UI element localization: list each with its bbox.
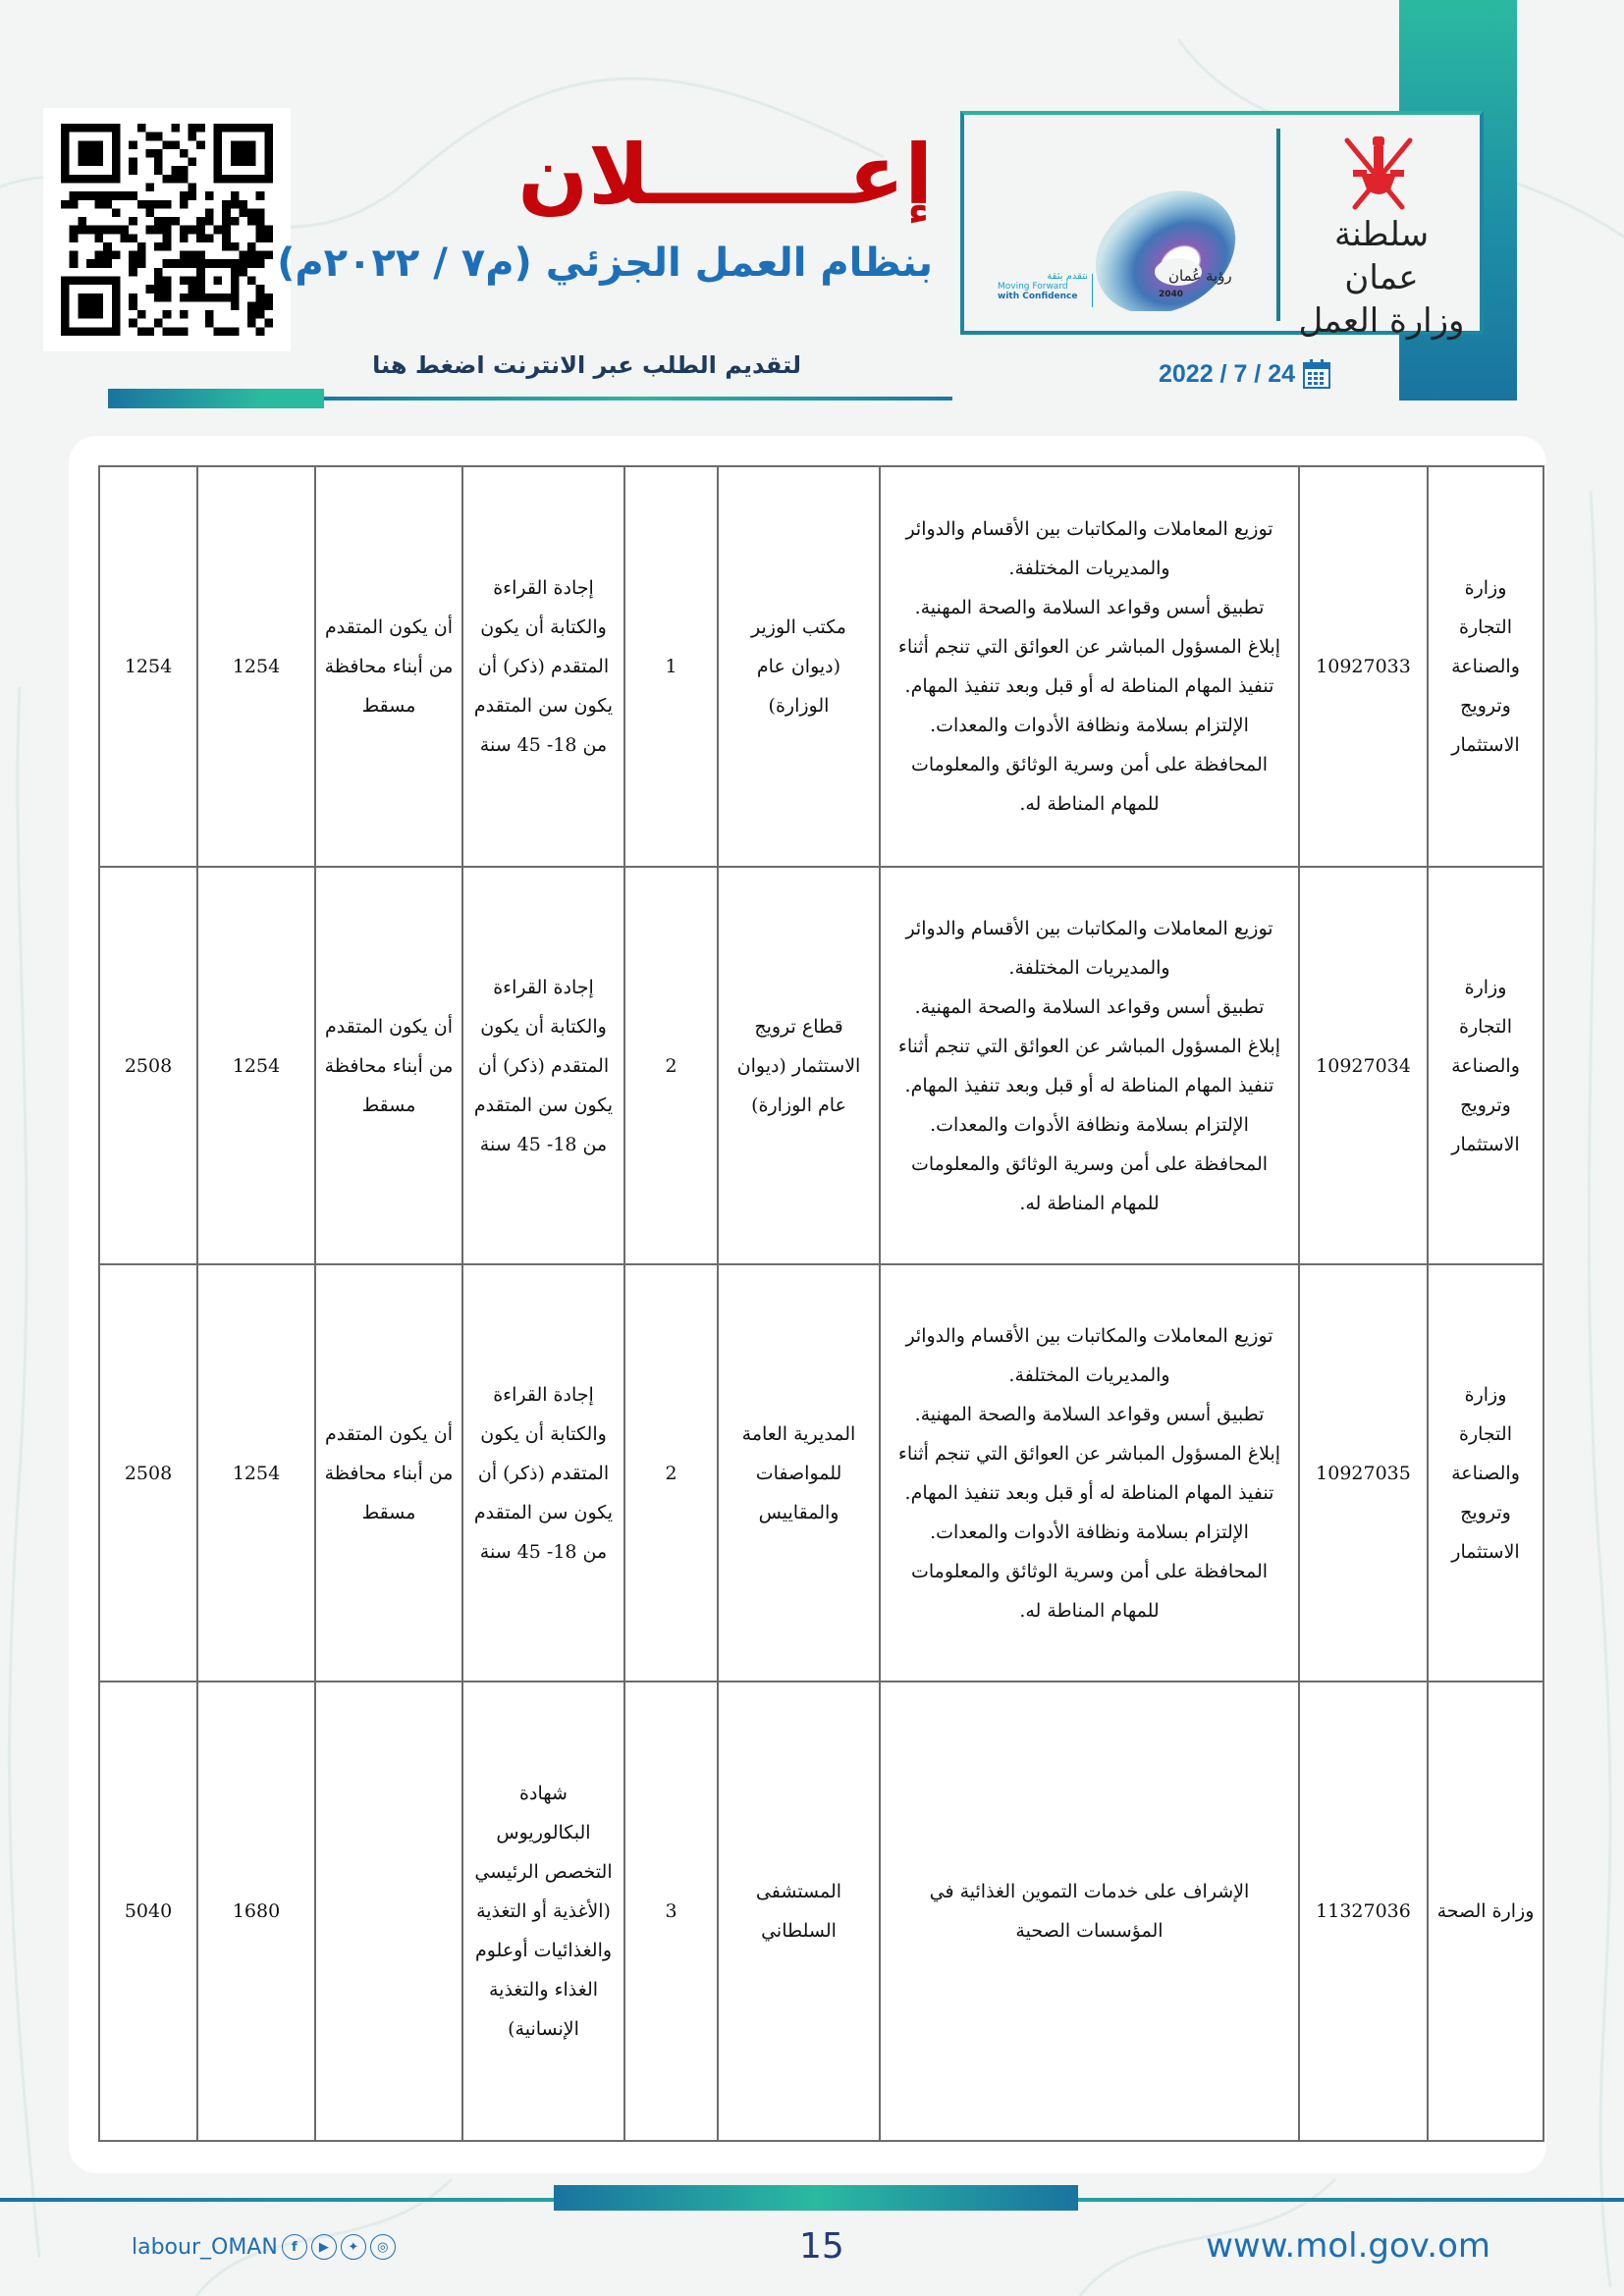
header-accent-block <box>108 389 324 408</box>
department-cell: مكتب الوزير (ديوان عام الوزارة) <box>718 466 880 867</box>
ministry-cell: وزارة التجارة والصناعة وترويج الاستثمار <box>1428 867 1543 1264</box>
ministry-cell: وزارة التجارة والصناعة وترويج الاستثمار <box>1428 466 1543 867</box>
total-cell: 2508 <box>99 1264 197 1682</box>
governorate-cell: أن يكون المتقدم من أبناء محافظة مسقط <box>315 466 462 867</box>
calendar-icon <box>1303 359 1330 389</box>
vision-year-label: 2040 <box>1159 290 1184 299</box>
facebook-icon[interactable]: f <box>282 2234 307 2260</box>
department-cell: قطاع ترويج الاستثمار (ديوان عام الوزارة) <box>718 867 880 1264</box>
qr-code[interactable] <box>43 108 291 351</box>
count-cell: 2 <box>624 867 718 1264</box>
description-line: تطبيق أسس وقواعد السلامة والصحة المهنية. <box>914 995 1265 1018</box>
job-code-cell: 11327036 <box>1299 1682 1428 2141</box>
description-line: الإشراف على خدمات التموين الغذائية في المؤسسات الصحية <box>929 1881 1250 1942</box>
description-line: تطبيق أسس وقواعد السلامة والصحة المهنية. <box>914 597 1265 618</box>
announcement-title: إعـــــــلان <box>517 127 933 223</box>
social-handle[interactable]: labour_OMAN <box>132 2234 278 2260</box>
description-cell <box>880 466 1299 867</box>
description-line: إبلاغ المسؤول المباشر عن العوائق التي تنجم أثناء تنفيذ المهام المناطة له أو قبل وبعد تنفيذ المهام. <box>897 1442 1281 1504</box>
wage-cell: 1680 <box>197 1682 315 2141</box>
apply-online-link[interactable]: لتقديم الطلب عبر الانترنت اضغط هنا <box>372 351 801 379</box>
description-cell <box>880 867 1299 1264</box>
count-cell: 1 <box>624 466 718 867</box>
ministry-cell: وزارة الصحة <box>1428 1682 1543 2141</box>
governorate-cell: أن يكون المتقدم من أبناء محافظة مسقط <box>315 1264 462 1682</box>
total-cell: 2508 <box>99 867 197 1264</box>
description-line: المحافظة على أمن وسرية الوثائق والمعلومات للمهام المناطة له. <box>910 1152 1269 1214</box>
department-cell: المستشفى السلطاني <box>718 1682 880 2141</box>
tagline-arabic: نتقدم بثقة <box>1047 271 1088 282</box>
count-cell: 2 <box>624 1264 718 1682</box>
page-number: 15 <box>799 2226 844 2267</box>
table-row <box>99 1682 1543 2141</box>
tagline-english-2: with Confidence <box>998 292 1078 301</box>
table-row <box>99 466 1543 867</box>
instagram-icon[interactable]: ◎ <box>370 2234 396 2260</box>
logo-line-ministry: وزارة العمل <box>1298 301 1465 341</box>
description-line: المحافظة على أمن وسرية الوثائق والمعلومات للمهام المناطة له. <box>910 1560 1269 1622</box>
job-code-cell: 10927035 <box>1299 1264 1428 1682</box>
website-link[interactable]: www.mol.gov.om <box>1206 2226 1490 2266</box>
logo-line-sultanate: سلطنة عمان <box>1333 215 1430 297</box>
tagline-english-1: Moving Forward <box>998 282 1068 292</box>
description-line: تطبيق أسس وقواعد السلامة والصحة المهنية. <box>914 1403 1265 1425</box>
twitter-icon[interactable]: ✦ <box>341 2234 366 2260</box>
qr-code-icon <box>59 124 275 336</box>
department-cell: المديرية العامة للمواصفات والمقاييس <box>718 1264 880 1682</box>
announcement-subtitle: بنظام العمل الجزئي (م٧ / ٢٠٢٢م) <box>277 240 933 286</box>
jobs-table <box>98 465 1544 2142</box>
wage-cell: 1254 <box>197 466 315 867</box>
description-line: توزيع المعاملات والمكاتبات بين الأقسام والدوائر والمديريات المختلفة. <box>905 518 1273 579</box>
header-divider-line <box>324 397 952 400</box>
description-line: الإلتزام بسلامة ونظافة الأدوات والمعدات. <box>930 1113 1249 1136</box>
description-line: إبلاغ المسؤول المباشر عن العوائق التي تنجم أثناء تنفيذ المهام المناطة له أو قبل وبعد تنفيذ المهام. <box>897 1035 1281 1096</box>
description-line: إبلاغ المسؤول المباشر عن العوائق التي تنجم أثناء تنفيذ المهام المناطة له أو قبل وبعد تنفيذ المهام. <box>897 636 1281 697</box>
wage-cell: 1254 <box>197 867 315 1264</box>
table-row <box>99 867 1543 1264</box>
date-text: 2022 / 7 / 24 <box>1159 359 1296 388</box>
qualification-cell: إجادة القراءة والكتابة أن يكون المتقدم (ذكر) أن يكون سن المتقدم من 18- 45 سنة <box>462 1264 624 1682</box>
description-cell <box>880 1264 1299 1682</box>
qualification-cell: شهادة البكالوريوس التخصص الرئيسي (الأغذية أو التغذية والغذائيات أوعلوم الغذاء والتغذية الإنسانية) <box>462 1682 624 2141</box>
description-line: المحافظة على أمن وسرية الوثائق والمعلومات للمهام المناطة له. <box>910 754 1269 815</box>
vision-tagline-divider <box>1092 274 1093 307</box>
vision-tagline <box>998 272 1088 301</box>
footer-accent-block <box>554 2185 1078 2211</box>
wage-cell: 1254 <box>197 1264 315 1682</box>
description-line: الإلتزام بسلامة ونظافة الأدوات والمعدات. <box>930 1521 1249 1543</box>
qualification-cell: إجادة القراءة والكتابة أن يكون المتقدم (ذكر) أن يكون سن المتقدم من 18- 45 سنة <box>462 466 624 867</box>
description-line: توزيع المعاملات والمكاتبات بين الأقسام والدوائر والمديريات المختلفة. <box>905 1324 1273 1386</box>
total-cell: 5040 <box>99 1682 197 2141</box>
description-line: الإلتزام بسلامة ونظافة الأدوات والمعدات. <box>930 715 1249 736</box>
ministry-name-logo-text <box>1293 213 1470 343</box>
count-cell: 3 <box>624 1682 718 2141</box>
ministry-cell: وزارة التجارة والصناعة وترويج الاستثمار <box>1428 1264 1543 1682</box>
youtube-icon[interactable]: ▶ <box>311 2234 337 2260</box>
social-links <box>132 2234 396 2260</box>
job-code-cell: 10927033 <box>1299 466 1428 867</box>
total-cell: 1254 <box>99 466 197 867</box>
table-row <box>99 1264 1543 1682</box>
job-code-cell: 10927034 <box>1299 867 1428 1264</box>
vision-arabic-label: رؤية عُمان <box>1168 267 1232 285</box>
ministry-logo-panel <box>960 111 1484 341</box>
governorate-cell: أن يكون المتقدم من أبناء محافظة مسقط <box>315 867 462 1264</box>
governorate-cell <box>315 1682 462 2141</box>
description-cell <box>880 1682 1299 2141</box>
oman-emblem-icon <box>1339 134 1418 219</box>
description-line: توزيع المعاملات والمكاتبات بين الأقسام والدوائر والمديريات المختلفة. <box>905 917 1273 979</box>
announcement-date <box>1159 359 1330 389</box>
qualification-cell: إجادة القراءة والكتابة أن يكون المتقدم (ذكر) أن يكون سن المتقدم من 18- 45 سنة <box>462 867 624 1264</box>
logo-divider <box>1276 129 1280 321</box>
